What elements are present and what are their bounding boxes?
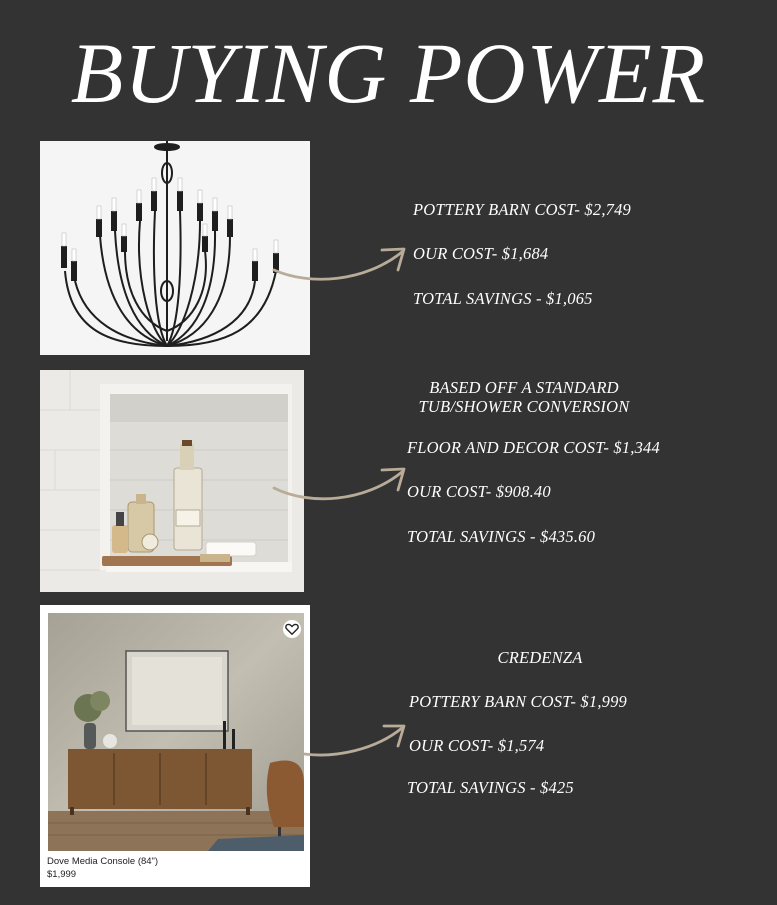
item2-total-savings: TOTAL SAVINGS - $435.60	[407, 527, 596, 546]
credenza-image	[40, 605, 310, 887]
item3-our-cost: OUR COST- $1,574	[409, 736, 545, 755]
item2-note	[404, 378, 644, 416]
item1-total-savings: TOTAL SAVINGS - $1,065	[413, 289, 593, 308]
shower-niche-image	[40, 370, 304, 592]
item2-note-line1: BASED OFF A STANDARD	[429, 378, 619, 397]
item2-note-line2: TUB/SHOWER CONVERSION	[418, 397, 630, 416]
item2-retail-cost: FLOOR AND DECOR COST- $1,344	[407, 438, 660, 457]
product-caption	[47, 855, 158, 881]
product-price: $1,999	[47, 869, 77, 880]
item3-total-savings: TOTAL SAVINGS - $425	[407, 778, 574, 797]
curved-arrow-icon	[270, 458, 410, 514]
page-title: BUYING POWER	[70, 25, 707, 121]
item1-retail-cost: POTTERY BARN COST- $2,749	[413, 200, 631, 219]
item3-retail-cost: POTTERY BARN COST- $1,999	[409, 692, 627, 711]
curved-arrow-icon	[300, 714, 410, 764]
product-name: Dove Media Console (84")	[47, 856, 159, 867]
curved-arrow-icon	[270, 236, 410, 292]
item2-our-cost: OUR COST- $908.40	[407, 482, 551, 501]
heart-icon[interactable]	[283, 620, 301, 638]
item3-label: CREDENZA	[497, 648, 583, 667]
item1-our-cost: OUR COST- $1,684	[413, 244, 549, 263]
